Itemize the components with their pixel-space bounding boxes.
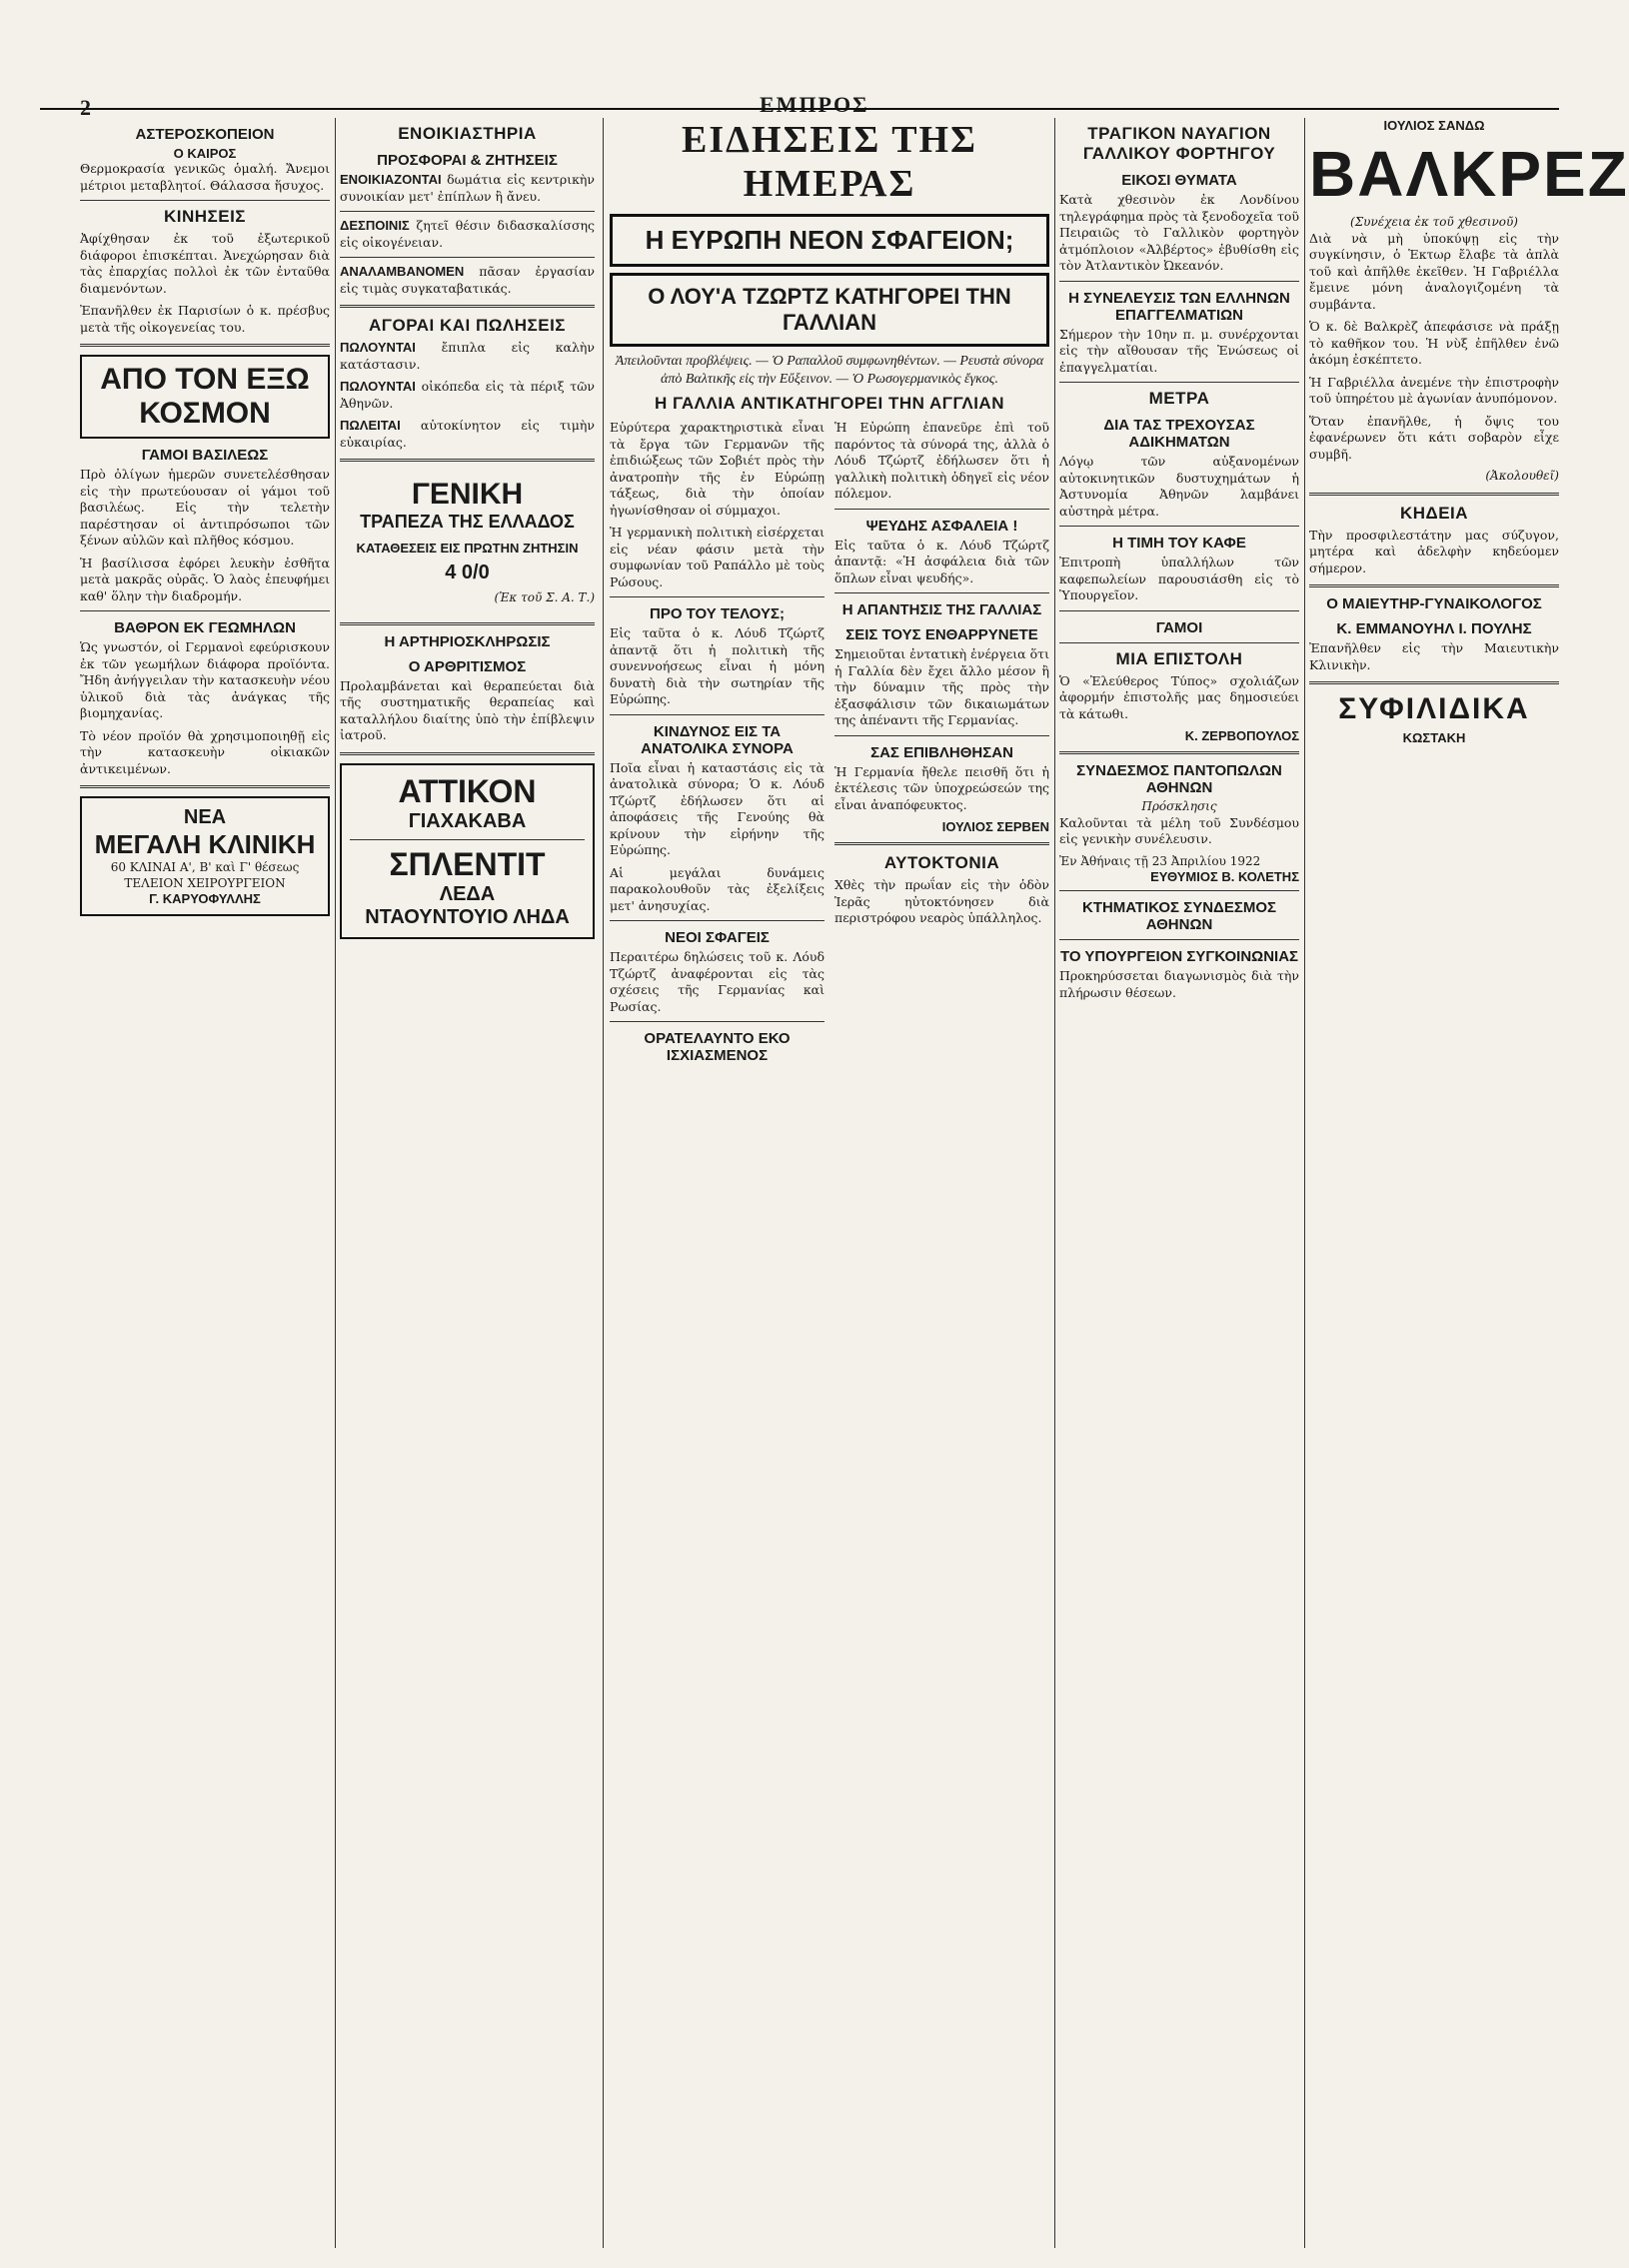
sale-1: ΠΩΛΟΥΝΤΑΙ	[340, 340, 416, 355]
arthritis-sub: Ο ΑΡΘΡΙΤΙΣΜΟΣ	[408, 657, 527, 675]
rent-ad-2: ΔΕΣΠΟΙΝΙΣ	[340, 218, 410, 233]
main-headline-2: Ο ΛΟΥ'Α ΤΖΩΡΤΖ ΚΑΤΗΓΟΡΕΙ ΤΗΝ ΓΑΛΛΙΑΝ	[610, 273, 1049, 347]
c4-text: Σημειοῦται ἐντατικὴ ἐνέργεια ὅτι ἡ Γαλλία δὲν ἔχει ἄλλο μέσον ἢ τὴν δύναμιν τῆς πρὸς τὴν ἐξασφάλισιν τῶν δικαιωμάτων της ἀπέναντι τῆς Γερμανίας.	[834, 646, 1049, 727]
column-3: Εὐρύτερα χαρακτηριστικὰ εἶναι τὰ ἔργα τῶν Γερμανῶν τῆς ἐπιδιώξεως τῶν Σοβιέτ πρὸς τὴν ἀνατροπὴν τῆς ἐν Εὐρώπῃ τάξεως, διὰ τὴν ὁποίαν ἠγωνίσθησαν οἱ σύμμαχοι. Ἡ γερμανικὴ πολιτικὴ εἰσέρχεται εἰς νέαν φάσιν μετὰ τὴν συμφωνίαν τοῦ Ραπάλλο μὲ τοὺς Ρώσους. ΠΡΟ ΤΟΥ ΤΕΛΟΥΣ; Εἰς ταῦτα ὁ κ. Λόυδ Τζώρτζ ἀπαντᾷ ὅτι ἡ πολιτικὴ τῆς συνεννοήσεως εἶναι ἡ μόνη δυνατὴ διὰ τὴν σωτηρίαν τῆς Εὐρώπης. ΚΙΝΔΥΝΟΣ ΕΙΣ ΤΑ ΑΝΑΤΟΛΙΚΑ ΣΥΝΟΡΑ Ποῖα εἶναι ἡ καταστάσις εἰς τὰ ἀνατολικὰ σύνορα; Ὁ κ. Λόυδ Τζώρτζ ἐδήλωσεν ὅτι αἱ ἀποφάσεις τῆς Γενούης θὰ κρίνουν τὴν εἰρήνην τῆς Εὐρώπης. Αἱ μεγάλαι δυνάμεις παρακολουθοῦν τὰς ἐξελίξεις μετ' ἀνησυχίας. ΝΕΟΙ ΣΦΑΓΕΙΣ Περαιτέρω δηλώσεις τοῦ κ. Λόυδ Τζώρτζ ἀναφέρονται εἰς τὰς σχέσεις τῆς Γερμανίας καὶ Ρωσίας. ΟΡΑΤΕΛΑΥΝΤΟ ΕΚΟ ΙΣΧΙΑΣΜΕΝΟΣ	[610, 420, 824, 1064]
bank-source: (Ἐκ τοῦ Σ. Α. Τ.)	[494, 590, 595, 604]
c3-title-4: ΟΡΑΤΕΛΑΥΝΤΟ ΕΚΟ ΙΣΧΙΑΣΜΕΝΟΣ	[644, 1030, 791, 1064]
market-title: ΑΓΟΡΑΙ ΚΑΙ ΠΩΛΗΣΕΙΣ	[368, 316, 566, 335]
c4-title-2b: ΣΕΙΣ ΤΟΥΣ ΕΝΘΑΡΡΥΝΕΤΕ	[845, 626, 1038, 643]
sale-3: ΠΩΛΕΙΤΑΙ	[340, 418, 401, 433]
column-2: ΕΝΟΙΚΙΑΣΤΗΡΙΑ ΠΡΟΣΦΟΡΑΙ & ΖΗΤΗΣΕΙΣ ΕΝΟΙΚΙΑΖΟΝΤΑΙ δωμάτια εἰς κεντρικὴν συνοικίαν μετ' ἐπίπλων ἢ ἄνευ. ΔΕΣΠΟΙΝΙΣ ζητεῖ θέσιν διδασκαλίσσης εἰς οἰκογένειαν. ΑΝΑΛΑΜΒΑΝΟΜΕΝ πᾶσαν ἐργασίαν εἰς τιμὰς συγκαταβατικάς. ΑΓΟΡΑΙ ΚΑΙ ΠΩΛΗΣΕΙΣ ΠΩΛΟΥΝΤΑΙ ἔπιπλα εἰς καλὴν κατάστασιν. ΠΩΛΟΥΝΤΑΙ οἰκόπεδα εἰς τὰ πέριξ τῶν Ἀθηνῶν. ΠΩΛΕΙΤΑΙ αὐτοκίνητον εἰς τιμὴν εὐκαιρίας. ΓΕΝΙΚΗ ΤΡΑΠΕΖΑ ΤΗΣ ΕΛΛΑΔΟΣ ΚΑΤΑΘΕΣΕΙΣ ΕΙΣ ΠΡΩΤΗΝ ΖΗΤΗΣΙΝ 4 0/0 (Ἐκ τοῦ Σ. Α. Τ.) Η ΑΡΤΗΡΙΟΣΚΛΗΡΩΣΙΣ Ο ΑΡΘΡΙΤΙΣΜΟΣ Προλαμβάνεται καὶ θεραπεύεται διὰ τῆς συστηματικῆς θεραπείας καὶ καταλλήλου διαίτης ὑπὸ τὴν ἐπίβλεψιν ἰατροῦ. ΑΤΤΙΚΟΝ ΓΙΑΧΑΚΑΒΑ ΣΠΛΕΝΤΙΤ ΛΕΔΑ ΝΤΑΟΥΝΤΟΥΙΟ ΛΗΔΑ	[340, 118, 595, 2258]
c5-title-4: Η ΤΙΜΗ ΤΟΥ ΚΑΦΕ	[1112, 535, 1246, 552]
page-number: 2	[80, 95, 91, 120]
c3-title-1: ΠΡΟ ΤΟΥ ΤΕΛΟΥΣ;	[649, 605, 785, 622]
column-divider	[335, 118, 336, 2248]
c5-title-5: ΓΑΜΟΙ	[1155, 618, 1203, 636]
rent-ad-1: ΕΝΟΙΚΙΑΖΟΝΤΑΙ	[340, 172, 442, 187]
kiniseis-title: ΚΙΝΗΣΕΙΣ	[163, 207, 247, 226]
serial-text: Διὰ νὰ μὴ ὑποκύψῃ εἰς τὴν συγκίνησιν, ὁ Ἑκτωρ ἔλαβε τὰ ἀπλὰ τοῦ καὶ ἀπῆλθε ἐκεῖθεν. Ἡ Γαβριέλλα ἔμεινε μόνη ἀναλογιζομένη τὰ συμβάντα.	[1309, 230, 1559, 312]
abroad-text: Πρὸ ὀλίγων ἡμερῶν συνετελέσθησαν εἰς τὴν πρωτεύουσαν οἱ γάμοι τοῦ βασιλέως. Εἰς τὴν τελετὴν παρέστησαν οἱ ἀντιπρόσωποι τῶν ξένων αὐλῶν καὶ πλῆθος κόσμου.	[80, 467, 330, 548]
article-p2: Ἡ Εὐρώπη ἐπανεῦρε ἐπὶ τοῦ παρόντος τὰ σύνορά της, ἀλλὰ ὁ Λόυδ Τζώρτζ ἐδήλωσεν ὅτι ἡ γαλλικὴ πολιτικὴ ὁδηγεῖ εἰς νέον πόλεμον.	[834, 420, 1049, 501]
shipwreck-title: ΤΡΑΓΙΚΟΝ ΝΑΥΑΓΙΟΝ ΓΑΛΛΙΚΟΥ ΦΟΡΤΗΓΟΥ	[1082, 124, 1276, 163]
attikon-show: ΓΙΑΧΑΚΑΒΑ	[408, 809, 527, 832]
column-6: ΙΟΥΛΙΟΣ ΣΑΝΔΩ ΒΑΛΚΡΕΖ (Συνέχεια ἐκ τοῦ χθεσινοῦ) Διὰ νὰ μὴ ὑποκύψῃ εἰς τὴν συγκίνησιν, ὁ Ἑκτωρ ἔλαβε τὰ ἀπλὰ τοῦ καὶ ἀπῆλθε ἐκεῖθεν. Ἡ Γαβριέλλα ἔμεινε μόνη ἀναλογιζομένη τὰ συμβάντα. Ὁ κ. δὲ Βαλκρὲζ ἀπεφάσισε νὰ πράξῃ τὸ καθῆκον του. Ἡ νὺξ ἐπῆλθεν ἐνῶ ἀκόμη ἐσκέπτετο. Ἡ Γαβριέλλα ἀνεμένε τὴν ἐπιστροφὴν τοῦ ὑπηρέτου μὲ ἀγωνίαν ἀνυπόμονον. Ὅταν ἐπανῆλθε, ἡ ὄψις του ἐφανέρωνεν ὅτι κάτι σοβαρὸν εἶχε συμβῆ. (Ἀκολουθεῖ) ΚΗΔΕΙΑ Τὴν προσφιλεστάτην μας σύζυγον, μητέρα καὶ ἀδελφὴν κηδεύομεν σήμερον. Ο ΜΑΙΕΥΤΗΡ-ΓΥΝΑΙΚΟΛΟΓΟΣ Κ. ΕΜΜΑΝΟΥΗΛ Ι. ΠΟΥΛΗΣ Ἐπανῆλθεν εἰς τὴν Μαιευτικὴν Κλινικὴν. ΣΥΦΙΛΙΔΙΚΑ ΚΩΣΤΑΚΗ	[1309, 118, 1629, 746]
serial-continued: (Συνέχεια ἐκ τοῦ χθεσινοῦ)	[1350, 215, 1518, 229]
c4-title-1: ΨΕΥΔΗΣ ΑΣΦΑΛΕΙΑ !	[865, 517, 1018, 535]
article-p1: Εὐρύτερα χαρακτηριστικὰ εἶναι τὰ ἔργα τῶν Γερμανῶν τῆς ἐπιδιώξεως τῶν Σοβιέτ πρὸς τὴν ἀνατροπὴν τῆς ἐν Εὐρώπῃ τάξεως, διὰ τὴν ὁποίαν ἠγωνίσθησαν οἱ σύμμαχοι.	[610, 420, 824, 518]
column-4: Ἡ Εὐρώπη ἐπανεῦρε ἐπὶ τοῦ παρόντος τὰ σύνορά της, ἀλλὰ ὁ Λόυδ Τζώρτζ ἐδήλωσεν ὅτι ἡ γαλλικὴ πολιτικὴ ὁδηγεῖ εἰς νέον πόλεμον. ΨΕΥΔΗΣ ΑΣΦΑΛΕΙΑ ! Εἰς ταῦτα ὁ κ. Λόυδ Τζώρτζ ἀπαντᾷ: «Ἡ ἀσφάλεια διὰ τῶν ὅπλων εἶναι ψευδής». Η ΑΠΑΝΤΗΣΙΣ ΤΗΣ ΓΑΛΛΙΑΣ ΣΕΙΣ ΤΟΥΣ ΕΝΘΑΡΡΥΝΕΤΕ Σημειοῦται ἐντατικὴ ἐνέργεια ὅτι ἡ Γαλλία δὲν ἔχει ἄλλο μέσον ἢ τὴν δύναμιν τῆς πρὸς τὴν ἐξασφάλισιν τῶν δικαιωμάτων της ἀπέναντι τῆς Γερμανίας. ΣΑΣ ΕΠΙΒΛΗΘΗΣΑΝ Ἡ Γερμανία ἤθελε πεισθῆ ὅτι ἡ ἐκτέλεσις τῶν ὑποχρεώσεών της εἶναι ἀναπόφευκτος. ΙΟΥΛΙΟΣ ΣΕΡΒΕΝ ΑΥΤΟΚΤΟΝΙΑ Χθὲς τὴν πρωΐαν εἰς τὴν ὁδὸν Ἱερᾶς ηὐτοκτόνησεν διὰ περιστρόφου νεαρὸς ὑπάλληλος.	[834, 420, 1049, 925]
depths-text: Ὡς γνωστόν, οἱ Γερμανοὶ εφεύρισκουν ἐκ τῶν γεωμήλων διάφορα προϊόντα. Ἤδη ἀνήγγειλαν τὴν κατασκευὴν νέου ὑλικοῦ διὰ τὰς ἀνάγκας τῆς βιομηχανίας.	[80, 639, 330, 720]
bank-name: ΓΕΝΙΚΗ	[411, 478, 524, 511]
abroad-title: ΑΠΟ ΤΟΝ ΕΞΩ ΚΟΣΜΟΝ	[80, 355, 330, 439]
clinic-l2: ΜΕΓΑΛΗ ΚΛΙΝΙΚΗ	[94, 829, 316, 859]
weather-title: ΑΣΤΕΡΟΣΚΟΠΕΙΟΝ	[135, 126, 275, 143]
shipwreck-sub: ΕΙΚΟΣΙ ΘΥΜΑΤΑ	[1121, 172, 1237, 189]
c5-title-7-date: Ἐν Ἀθήναις τῇ 23 Ἀπριλίου 1922	[1059, 853, 1261, 868]
cinema-ad	[340, 763, 595, 939]
c3-title-3: ΝΕΟΙ ΣΦΑΓΕΙΣ	[665, 929, 770, 946]
column-1: ΑΣΤΕΡΟΣΚΟΠΕΙΟΝ Ο ΚΑΙΡΟΣ Θερμοκρασία γενικῶς ὁμαλή. Ἄνεμοι μέτριοι μεταβλητοί. Θάλασσα ἥσυχος. ΚΙΝΗΣΕΙΣ Ἀφίχθησαν ἐκ τοῦ ἐξωτερικοῦ διάφοροι ἐπισκέπται. Ἀνεχώρησαν διὰ τὰς ἐπαρχίας πολλοὶ ἐκ τῶν ἐνταῦθα διαμενόντων. Ἐπανῆλθεν ἐκ Παρισίων ὁ κ. πρέσβυς μετὰ τῆς οἰκογενείας του. ΑΠΟ ΤΟΝ ΕΞΩ ΚΟΣΜΟΝ ΓΑΜΟΙ ΒΑΣΙΛΕΩΣ Πρὸ ὀλίγων ἡμερῶν συνετελέσθησαν εἰς τὴν πρωτεύουσαν οἱ γάμοι τοῦ βασιλέως. Εἰς τὴν τελετὴν παρέστησαν οἱ ἀντιπρόσωποι τῶν ξένων αὐλῶν καὶ πλῆθος κόσμου. Ἡ βασίλισσα ἐφόρει λευκὴν ἐσθῆτα μετὰ μακρᾶς οὐρᾶς. Ὁ λαὸς ἐπευφήμει καθ' ὅλην τὴν διαδρομήν. ΒΑΘΡΟΝ ΕΚ ΓΕΩΜΗΛΩΝ Ὡς γνωστόν, οἱ Γερμανοὶ εφεύρισκουν ἐκ τῶν γεωμήλων διάφορα προϊόντα. Ἤδη ἀνήγγειλαν τὴν κατασκευὴν νέου ὑλικοῦ διὰ τὰς ἀνάγκας τῆς βιομηχανίας. Τὸ νέον προϊόν θὰ χρησιμοποιηθῇ εἰς τὴν κατασκευὴν οἰκιακῶν ἀντικειμένων. ΝΕΑ ΜΕΓΑΛΗ ΚΛΙΝΙΚΗ 60 ΚΛΙΝΑΙ Α', Β' καὶ Γ' θέσεως ΤΕΛΕΙΟΝ ΧΕΙΡΟΥΡΓΕΙΟΝ Γ. ΚΑΡΥΟΦΥΛΛΗΣ	[80, 118, 330, 2258]
funeral-title: ΚΗΔΕΙΑ	[1399, 503, 1469, 523]
c3-text: Ποῖα εἶναι ἡ καταστάσις εἰς τὰ ἀνατολικὰ σύνορα; Ὁ κ. Λόυδ Τζώρτζ ἐδήλωσεν ὅτι αἱ ἀποφάσεις τῆς Γενούης θὰ κρίνουν τὴν εἰρήνην τῆς Εὐρώπης.	[610, 759, 824, 857]
news-masthead: ΕΙΔΗΣΕΙΣ ΤΗΣ ΗΜΕΡΑΣ	[682, 119, 977, 205]
column-5: ΤΡΑΓΙΚΟΝ ΝΑΥΑΓΙΟΝ ΓΑΛΛΙΚΟΥ ΦΟΡΤΗΓΟΥ ΕΙΚΟΣΙ ΘΥΜΑΤΑ Κατὰ χθεσινὸν ἐκ Λονδίνου τηλεγράφημα πρὸς τὰ ξενοδοχεῖα τοῦ Πειραιῶς τὸ Γαλλικὸν φορτηγὸν ἀτμόπλοιον «Ἀλβέρτος» ἐβυθίσθη εἰς τὸν Ἀτλαντικὸν Ὠκεανόν. Η ΣΥΝΕΛΕΥΣΙΣ ΤΩΝ ΕΛΛΗΝΩΝ ΕΠΑΓΓΕΛΜΑΤΙΩΝ Σήμερον τὴν 10ην π. μ. συνέρχονται εἰς τὴν αἴθουσαν τῆς Ἑνώσεως οἱ ἐπαγγελματίαι. ΜΕΤΡΑ ΔΙΑ ΤΑΣ ΤΡΕΧΟΥΣΑΣ ΑΔΙΚΗΜΑΤΩΝ Λόγῳ τῶν αὐξανομένων αὐτοκινητικῶν δυστυχημάτων ἡ Ἀστυνομία Ἀθηνῶν λαμβάνει αὐστηρὰ μέτρα. Η ΤΙΜΗ ΤΟΥ ΚΑΦΕ Ἐπιτροπὴ ὑπαλλήλων τῶν καφεπωλείων παρουσιάσθη εἰς τὸ Ὑπουργεῖον. ΓΑΜΟΙ ΜΙΑ ΕΠΙΣΤΟΛΗ Ὁ «Ἐλεύθερος Τύπος» σχολιάζων ἀφορμήν ἐπιστολῆς μας δημοσιεύει τὰ κάτωθι. Κ. ΖΕΡΒΟΠΟΥΛΟΣ ΣΥΝΔΕΣΜΟΣ ΠΑΝΤΟΠΩΛΩΝ ΑΘΗΝΩΝ Πρόσκλησις Καλοῦνται τὰ μέλη τοῦ Συνδέσμου εἰς γενικὴν συνέλευσιν. Ἐν Ἀθήναις τῇ 23 Ἀπριλίου 1922 ΕΥΘΥΜΙΟΣ Β. ΚΟΛΕΤΗΣ ΚΤΗΜΑΤΙΚΟΣ ΣΥΝΔΕΣΜΟΣ ΑΘΗΝΩΝ ΤΟ ΥΠΟΥΡΓΕΙΟΝ ΣΥΓΚΟΙΝΩΝΙΑΣ Προκηρύσσεται διαγωνισμὸς διὰ τὴν πλήρωσιν θέσεων.	[1059, 124, 1299, 1000]
serial-author: ΙΟΥΛΙΟΣ ΣΑΝΔΩ	[1383, 118, 1485, 133]
rentals-title: ΕΝΟΙΚΙΑΣΤΗΡΙΑ	[398, 124, 537, 143]
c4-text-2: Χθὲς τὴν πρωΐαν εἰς τὴν ὁδὸν Ἱερᾶς ηὐτοκτόνησεν διὰ περιστρόφου νεαρὸς ὑπάλληλος.	[834, 877, 1049, 925]
sale-2: ΠΩΛΟΥΝΤΑΙ	[340, 379, 416, 394]
abroad-sub: ΓΑΜΟΙ ΒΑΣΙΛΕΩΣ	[141, 447, 269, 464]
clinic-ad	[80, 796, 330, 916]
c4-sign: ΙΟΥΛΙΟΣ ΣΕΡΒΕΝ	[941, 819, 1049, 834]
leda-2: ΝΤΑΟΥΝΤΟΥΙΟ ΛΗΔΑ	[365, 905, 570, 928]
center-headlines	[610, 118, 1049, 418]
bank-offer: ΚΑΤΑΘΕΣΕΙΣ ΕΙΣ ΠΡΩΤΗΝ ΖΗΤΗΣΙΝ	[356, 541, 579, 556]
top-rule	[40, 108, 1559, 110]
clinic-sub: ΤΕΛΕΙΟΝ ΧΕΙΡΟΥΡΓΕΙΟΝ	[124, 875, 286, 890]
headline-deck: Ἀπειλοῦνται προβλέψεις. — Ὁ Ραπαλλοῦ συμφωνηθέντων. — Ρευστὰ σύνορα ἀπὸ Βαλτικῆς εἰς τὴν Εὔξεινον. — Ὁ Ρωσογερμανικὸς ἔγκος.	[615, 354, 1044, 387]
serial-end: (Ἀκολουθεῖ)	[1485, 469, 1559, 484]
c5-title-7-sub: Πρόσκλησις	[1141, 799, 1217, 813]
sub-headline: Η ΓΑΛΛΙΑ ΑΝΤΙΚΑΤΗΓΟΡΕΙ ΤΗΝ ΑΓΓΛΙΑΝ	[655, 394, 1004, 413]
c5-title-3-sub: ΔΙΑ ΤΑΣ ΤΡΕΧΟΥΣΑΣ ΑΔΙΚΗΜΑΤΩΝ	[1103, 417, 1255, 451]
clinic-director: Γ. ΚΑΡΥΟΦΥΛΛΗΣ	[149, 891, 261, 907]
column-divider	[1054, 118, 1055, 2248]
clinic-l1: ΝΕΑ	[183, 806, 227, 828]
column-divider	[603, 118, 604, 2248]
c5-title-7-sign: ΕΥΘΥΜΙΟΣ Β. ΚΟΛΕΤΗΣ	[1150, 869, 1299, 885]
bank-rate: 4 0/0	[445, 562, 490, 583]
leda: ΛΕΔΑ	[439, 882, 496, 905]
c5-title-8: ΚΤΗΜΑΤΙΚΟΣ ΣΥΝΔΕΣΜΟΣ ΑΘΗΝΩΝ	[1081, 899, 1276, 934]
c5-title-9: ΤΟ ΥΠΟΥΡΓΕΙΟΝ ΣΥΓΚΟΙΝΩΝΙΑΣ	[1059, 948, 1299, 966]
bank-ad	[340, 478, 595, 606]
c4-title-2: Η ΑΠΑΝΤΗΣΙΣ ΤΗΣ ΓΑΛΛΙΑΣ	[841, 601, 1042, 618]
arthritis-title: Η ΑΡΤΗΡΙΟΣΚΛΗΡΩΣΙΣ	[384, 632, 551, 650]
midwife-name: Κ. ΕΜΜΑΝΟΥΗΛ Ι. ΠΟΥΛΗΣ	[1336, 620, 1532, 638]
depths-title: ΒΑΘΡΟΝ ΕΚ ΓΕΩΜΗΛΩΝ	[114, 619, 296, 636]
serial-title: ΒΑΛΚΡΕΖ	[1309, 138, 1629, 210]
bank-name-2: ΤΡΑΠΕΖΑ ΤΗΣ ΕΛΛΑΔΟΣ	[360, 512, 575, 532]
c5-title-6-sign: Κ. ΖΕΡΒΟΠΟΥΛΟΣ	[1184, 728, 1299, 743]
syph-sign: ΚΩΣΤΑΚΗ	[1402, 730, 1466, 746]
clinic-text: 60 ΚΛΙΝΑΙ Α', Β' καὶ Γ' θέσεως	[110, 860, 300, 874]
newspaper-name: ΕΜΠΡΟΣ	[760, 92, 869, 117]
weather-sub: Ο ΚΑΙΡΟΣ	[173, 146, 237, 161]
splendid: ΣΠΛΕΝΤΙΤ	[389, 845, 546, 882]
c5-title-6: ΜΙΑ ΕΠΙΣΤΟΛΗ	[1115, 648, 1243, 668]
midwife-title: Ο ΜΑΙΕΥΤΗΡ-ΓΥΝΑΙΚΟΛΟΓΟΣ	[1326, 595, 1542, 613]
attikon: ΑΤΤΙΚΟΝ	[398, 772, 537, 809]
c4-title-4: ΑΥΤΟΚΤΟΝΙΑ	[883, 853, 1000, 872]
column-divider	[1304, 118, 1305, 2248]
c5-title-3: ΜΕΤΡΑ	[1148, 389, 1210, 408]
shipwreck-text: Κατὰ χθεσινὸν ἐκ Λονδίνου τηλεγράφημα πρὸς τὰ ξενοδοχεῖα τοῦ Πειραιῶς τὸ Γαλλικὸν φορτηγὸν ἀτμόπλοιον «Ἀλβέρτος» ἐβυθίσθη εἰς τὸν Ἀτλαντικὸν Ὠκεανόν.	[1059, 192, 1299, 273]
syph-title: ΣΥΦΙΛΙΔΙΚΑ	[1338, 692, 1530, 726]
rent-ad-3: ΑΝΑΛΑΜΒΑΝΟΜΕΝ	[340, 264, 465, 279]
c3-title-2: ΚΙΝΔΥΝΟΣ ΕΙΣ ΤΑ ΑΝΑΤΟΛΙΚΑ ΣΥΝΟΡΑ	[641, 722, 794, 757]
c5-title-7: ΣΥΝΔΕΣΜΟΣ ΠΑΝΤΟΠΩΛΩΝ ΑΘΗΝΩΝ	[1076, 762, 1282, 796]
c4-title-3: ΣΑΣ ΕΠΙΒΛΗΘΗΣΑΝ	[870, 743, 1013, 761]
main-headline: Η ΕΥΡΩΠΗ ΝΕΟΝ ΣΦΑΓΕΙΟΝ;	[610, 214, 1049, 267]
rentals-sub: ΠΡΟΣΦΟΡΑΙ & ΖΗΤΗΣΕΙΣ	[377, 152, 558, 169]
c5-title-2: Η ΣΥΝΕΛΕΥΣΙΣ ΤΩΝ ΕΛΛΗΝΩΝ ΕΠΑΓΓΕΛΜΑΤΙΩΝ	[1068, 289, 1290, 324]
